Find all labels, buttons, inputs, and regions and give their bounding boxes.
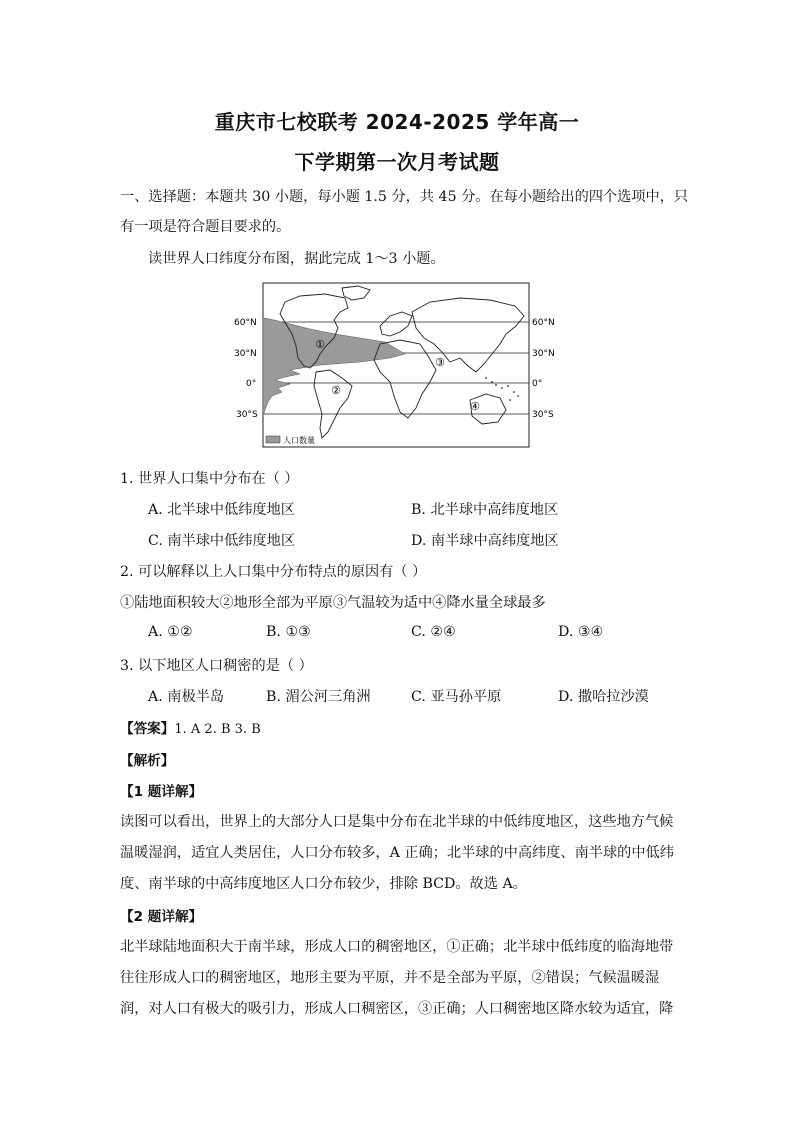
lat-label-left-30n: 30°N (234, 349, 257, 359)
question-3-stem: 3. 以下地区人口稠密的是（ ） (120, 658, 313, 674)
detail-1-label: 【1 题详解】 (120, 784, 203, 800)
answer-row (120, 717, 261, 737)
marker-2: ② (331, 384, 341, 397)
lat-label-right-0: 0° (532, 379, 543, 389)
detail-1-line-1: 读图可以看出，世界上的大部分人口是集中分布在北半球的中低纬度地区，这些地方气候 (120, 814, 674, 830)
lat-label-left-60n: 60°N (234, 318, 257, 328)
lat-label-left-30s: 30°S (236, 410, 258, 420)
question-2-option-b: B. ①③ (266, 624, 311, 640)
page-title-line-2: 下学期第一次月考试题 (294, 150, 500, 174)
question-2-stem: 2. 可以解释以上人口集中分布特点的原因有（ ） (120, 564, 427, 580)
question-1-option-d: D. 南半球中高纬度地区 (411, 533, 559, 549)
answer-label: 【答案】 (120, 721, 175, 737)
question-2-option-a: A. ①② (148, 624, 193, 640)
question-3-option-b: B. 湄公河三角洲 (266, 689, 371, 705)
detail-2-line-3: 润，对人口有极大的吸引力，形成人口稠密区，③正确；人口稠密地区降水较为适宜，降 (120, 1001, 674, 1017)
legend-label: 人口数量 (283, 436, 315, 445)
lat-label-left-0: 0° (246, 379, 257, 389)
detail-2-line-2: 往往形成人口的稠密地区，地形主要为平原，并不是全部为平原，②错误；气候温暖湿 (120, 970, 660, 986)
section-instruction-line-2: 有一项是符合题目要求的。 (120, 219, 291, 235)
marker-1: ① (315, 338, 325, 351)
lat-label-right-30s: 30°S (532, 410, 554, 420)
section-instruction-line-1: 一、选择题：本题共 30 小题，每小题 1.5 分，共 45 分。在每小题给出的四个选项中，只 (120, 189, 689, 205)
detail-1-line-3: 度、南半球的中高纬度地区人口分布较少，排除 BCD。故选 A。 (120, 876, 527, 892)
world-population-latitude-map (230, 282, 563, 452)
question-2-reasons: ①陆地面积较大②地形全部为平原③气温较为适中④降水量全球最多 (120, 595, 546, 611)
detail-2-line-1: 北半球陆地面积大于南半球，形成人口的稠密地区，①正确；北半球中低纬度的临海地带 (120, 939, 674, 955)
detail-2-label: 【2 题详解】 (120, 909, 203, 925)
map-intro: 读世界人口纬度分布图，据此完成 1～3 小题。 (148, 251, 445, 267)
question-1-stem: 1. 世界人口集中分布在（ ） (120, 471, 299, 487)
question-1-option-c: C. 南半球中低纬度地区 (148, 533, 296, 549)
question-3-option-a: A. 南极半岛 (148, 689, 225, 705)
detail-1-line-2: 温暖湿润，适宜人类居住，人口分布较多，A 正确；北半球的中高纬度、南半球的中低纬 (120, 845, 674, 861)
lat-label-right-30n: 30°N (532, 349, 555, 359)
marker-4: ④ (470, 400, 480, 413)
question-3-option-d: D. 撒哈拉沙漠 (558, 689, 649, 705)
question-1-option-b: B. 北半球中高纬度地区 (411, 502, 559, 518)
answer-text: 1. A 2. B 3. B (174, 722, 261, 737)
analysis-label: 【解析】 (120, 753, 175, 769)
question-1-option-a: A. 北半球中低纬度地区 (148, 502, 295, 518)
legend-swatch (266, 436, 280, 443)
question-2-option-d: D. ③④ (558, 624, 604, 640)
lat-label-right-60n: 60°N (532, 318, 555, 328)
question-2-option-c: C. ②④ (411, 624, 456, 640)
question-3-option-c: C. 亚马孙平原 (411, 689, 502, 705)
page-title-line-1: 重庆市七校联考 2024-2025 学年高一 (214, 110, 580, 134)
marker-3: ③ (435, 356, 445, 369)
